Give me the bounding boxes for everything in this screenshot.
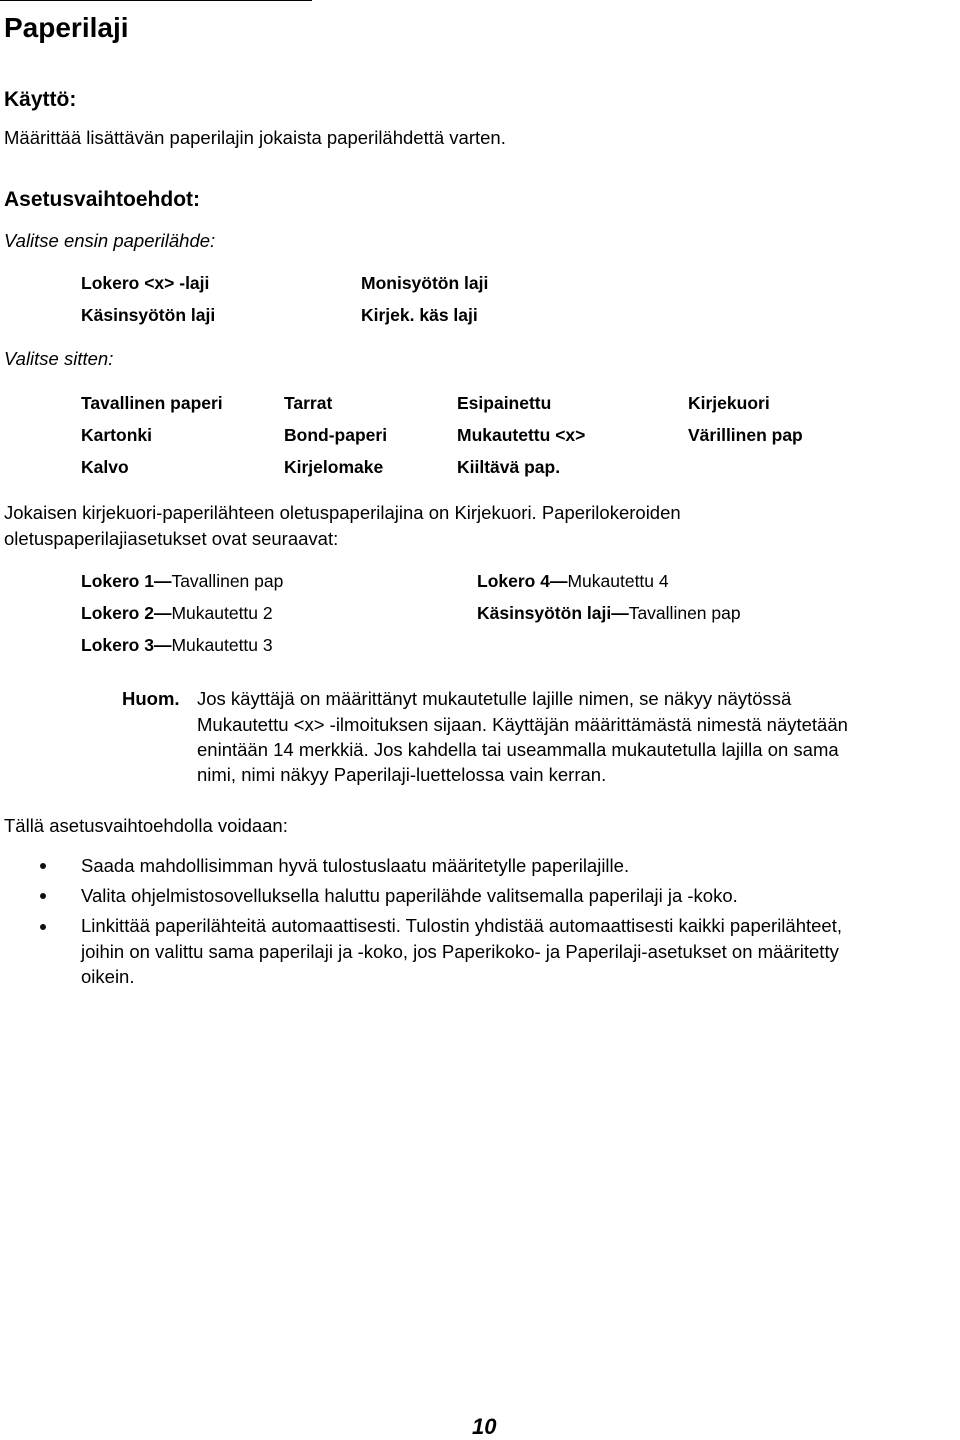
bullet-icon — [40, 924, 46, 930]
bullet-icon — [40, 863, 46, 869]
default-value: Mukautettu 2 — [171, 603, 273, 623]
note-line: nimi, nimi näkyy Paperilaji-luettelossa vain kerran. — [197, 764, 607, 785]
bullet-text: Linkittää paperilähteitä automaattisesti. Tulostin yhdistää automaattisesti kaikki paperilähteet, — [81, 915, 842, 936]
default-value: Mukautettu 3 — [171, 635, 273, 655]
bullet-text: oikein. — [81, 966, 135, 987]
default-entry — [81, 569, 283, 593]
bullet-text: Valita ohjelmistosovelluksella haluttu paperilähde valitsemalla paperilaji ja -koko. — [81, 885, 738, 906]
type-option: Kirjelomake — [284, 457, 384, 477]
then-prompt: Valitse sitten: — [4, 348, 114, 369]
usage-heading: Käyttö: — [4, 88, 77, 111]
top-rule — [0, 0, 312, 1]
type-option: Kalvo — [81, 457, 129, 477]
default-value: Tavallinen pap — [628, 603, 741, 623]
type-option: Kartonki — [81, 425, 152, 445]
source-option: Käsinsyötön laji — [81, 305, 216, 325]
default-value: Mukautettu 4 — [567, 571, 669, 591]
defaults-text-line: Jokaisen kirjekuori-paperilähteen oletuspaperilajina on Kirjekuori. Paperilokeroiden — [4, 502, 681, 523]
note-line: enintään 14 merkkiä. Jos kahdella tai useammalla mukautetulla lajilla on sama — [197, 739, 839, 760]
note-line: Jos käyttäjä on määrittänyt mukautetulle lajille nimen, se näkyy näytössä — [197, 688, 792, 709]
default-label: Lokero 4 — [477, 571, 550, 591]
source-option: Monisyötön laji — [361, 273, 489, 293]
dash: — — [153, 571, 172, 591]
defaults-text-line: oletuspaperilajiasetukset ovat seuraavat: — [4, 528, 339, 549]
type-option: Tarrat — [284, 393, 333, 413]
type-option: Tavallinen paperi — [81, 393, 223, 413]
bullet-icon — [40, 893, 46, 899]
usage-text: Määrittää lisättävän paperilajin jokaista paperilähdettä varten. — [4, 127, 506, 148]
default-entry — [477, 601, 741, 625]
dash: — — [549, 571, 568, 591]
note-label: Huom. — [122, 688, 180, 709]
source-option: Kirjek. käs laji — [361, 305, 478, 325]
default-entry — [477, 569, 669, 593]
type-option: Kirjekuori — [688, 393, 770, 413]
dash: — — [153, 603, 172, 623]
default-entry — [81, 601, 273, 625]
type-option: Esipainettu — [457, 393, 552, 413]
bullet-text: Saada mahdollisimman hyvä tulostuslaatu määritetylle paperilajille. — [81, 855, 630, 876]
page-number: 10 — [472, 1414, 497, 1439]
source-option: Lokero <x> -laji — [81, 273, 210, 293]
default-value: Tavallinen pap — [171, 571, 284, 591]
dash: — — [153, 635, 172, 655]
default-label: Lokero 3 — [81, 635, 154, 655]
page-title: Paperilaji — [4, 12, 129, 43]
bullet-text: joihin on valittu sama paperilaji ja -koko, jos Paperikoko- ja Paperilaji-asetukset on määritetty — [81, 941, 839, 962]
default-label: Käsinsyötön laji — [477, 603, 612, 623]
first-prompt: Valitse ensin paperilähde: — [4, 230, 216, 251]
default-label: Lokero 2 — [81, 603, 154, 623]
default-label: Lokero 1 — [81, 571, 154, 591]
type-option: Värillinen pap — [688, 425, 803, 445]
settings-heading: Asetusvaihtoehdot: — [4, 188, 201, 211]
note-line: Mukautettu <x> -ilmoituksen sijaan. Käyttäjän määrittämästä nimestä näytetään — [197, 714, 848, 735]
uses-intro: Tällä asetusvaihtoehdolla voidaan: — [4, 815, 288, 836]
type-option: Kiiltävä pap. — [457, 457, 561, 477]
default-entry — [81, 633, 273, 657]
type-option: Mukautettu <x> — [457, 425, 586, 445]
type-option: Bond-paperi — [284, 425, 388, 445]
dash: — — [611, 603, 629, 623]
